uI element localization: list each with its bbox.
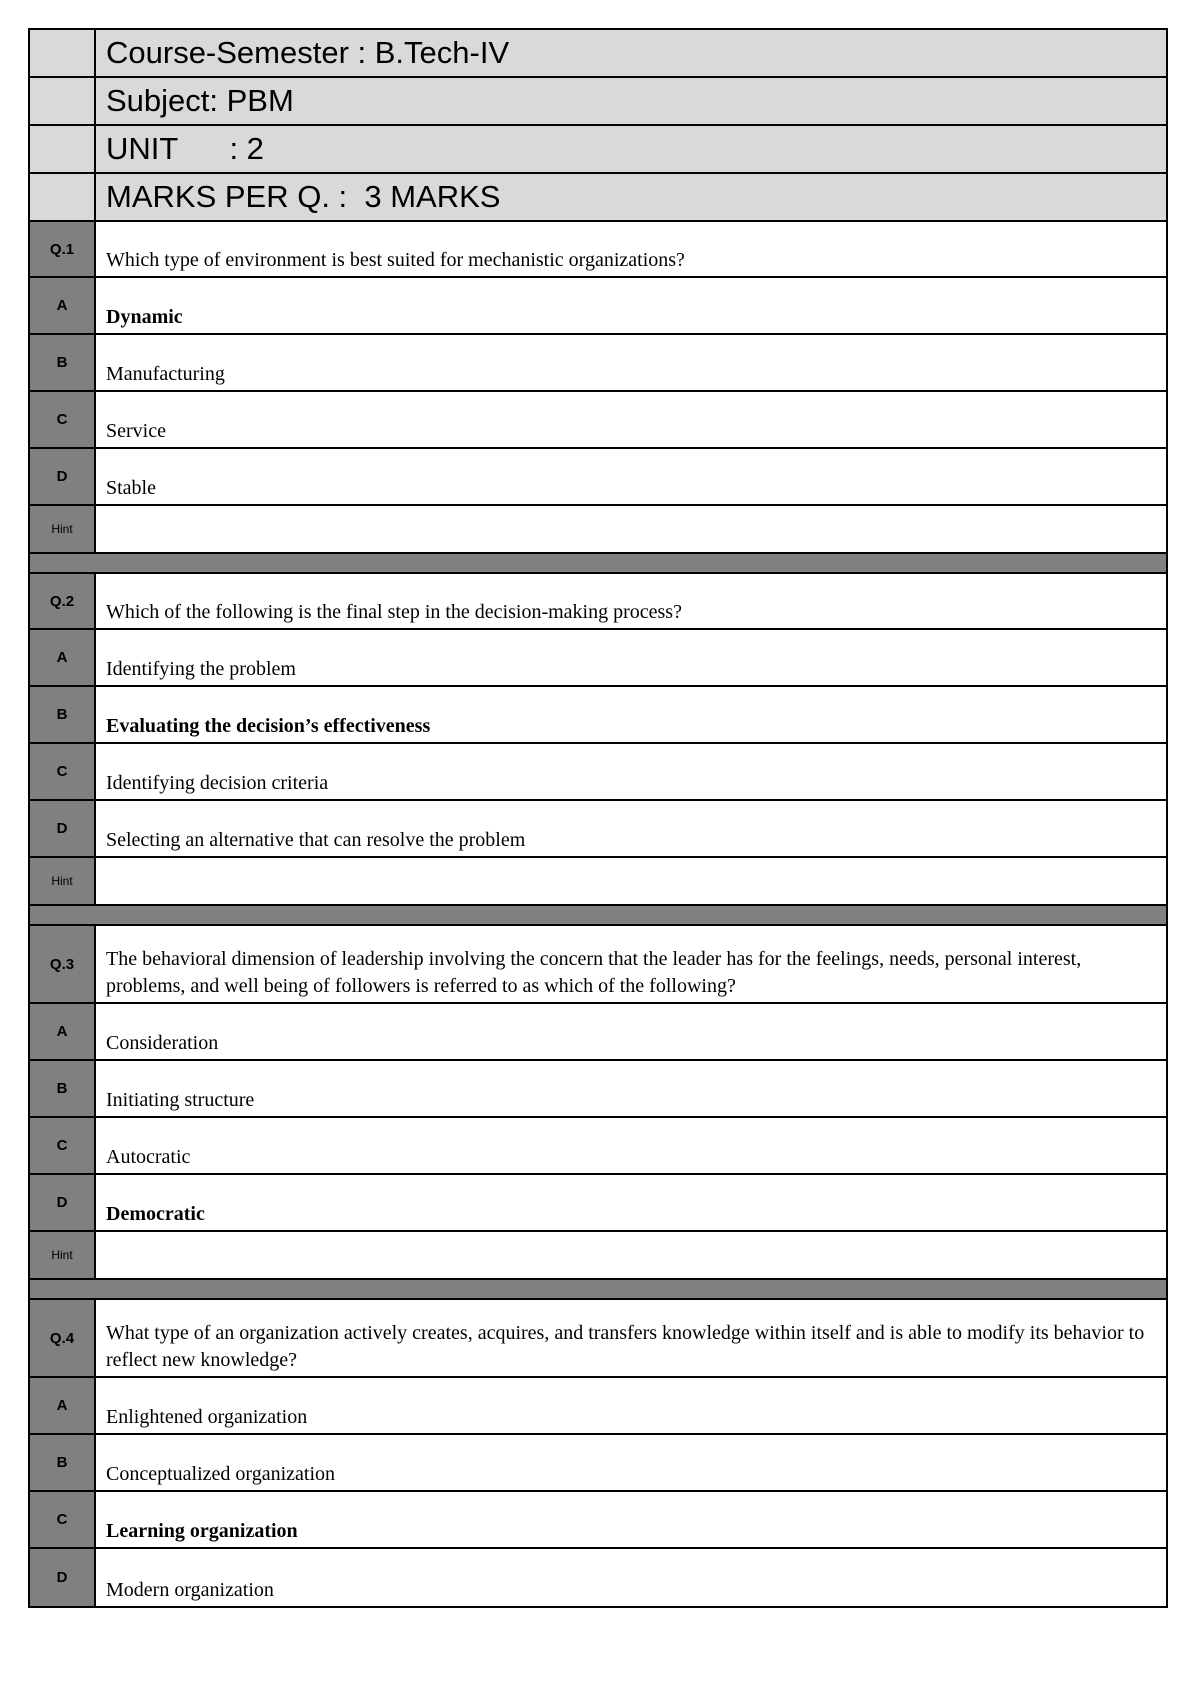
hint-text	[96, 506, 1166, 552]
question-separator	[30, 1280, 1166, 1300]
marks-per-question: MARKS PER Q. : 3 MARKS	[96, 174, 1166, 220]
option-row	[30, 449, 1166, 506]
question-row	[30, 926, 1166, 1004]
header-marks-row	[30, 174, 1166, 222]
hint-row	[30, 506, 1166, 554]
option-text-correct: Dynamic	[106, 306, 183, 328]
question-text: Which of the following is the final step in the decision-making process?	[106, 601, 682, 623]
option-row	[30, 1549, 1166, 1606]
option-row	[30, 1492, 1166, 1549]
option-text: Stable	[106, 477, 156, 499]
option-text: Identifying decision criteria	[106, 772, 329, 794]
hint-label: Hint	[30, 506, 96, 552]
question-row	[30, 222, 1166, 278]
option-row	[30, 1378, 1166, 1435]
option-text: Modern organization	[106, 1579, 274, 1601]
option-row	[30, 392, 1166, 449]
option-text: Consideration	[106, 1032, 219, 1054]
option-row	[30, 1061, 1166, 1118]
hint-text	[96, 858, 1166, 904]
subject: Subject: PBM	[96, 78, 1166, 124]
option-key: D	[30, 801, 96, 856]
option-key: C	[30, 1118, 96, 1173]
unit: UNIT : 2	[96, 126, 1166, 172]
header-label-cell	[30, 126, 96, 172]
option-row	[30, 335, 1166, 392]
option-text: Initiating structure	[106, 1089, 255, 1111]
option-text-correct: Democratic	[106, 1203, 205, 1225]
question-number: Q.2	[30, 574, 96, 628]
question-number: Q.1	[30, 222, 96, 276]
hint-label: Hint	[30, 1232, 96, 1278]
question-text: What type of an organization actively creates, acquires, and transfers knowledge within itself and is able to modify its behavior to reflect new knowledge?	[106, 1322, 1145, 1371]
option-text: Conceptualized organization	[106, 1463, 335, 1485]
option-key: B	[30, 1061, 96, 1116]
option-row	[30, 278, 1166, 335]
option-key: C	[30, 392, 96, 447]
hint-row	[30, 858, 1166, 906]
option-key: C	[30, 744, 96, 799]
option-row	[30, 687, 1166, 744]
header-label-cell	[30, 30, 96, 76]
option-row	[30, 1118, 1166, 1175]
question-row	[30, 1300, 1166, 1378]
option-key: A	[30, 1004, 96, 1059]
question-separator	[30, 554, 1166, 574]
option-text: Manufacturing	[106, 363, 225, 385]
option-row	[30, 1004, 1166, 1061]
option-text: Service	[106, 420, 166, 442]
hint-row	[30, 1232, 1166, 1280]
header-label-cell	[30, 78, 96, 124]
option-key: A	[30, 278, 96, 333]
option-text: Autocratic	[106, 1146, 191, 1168]
course-semester: Course-Semester : B.Tech-IV	[96, 30, 1166, 76]
option-row	[30, 801, 1166, 858]
question-number: Q.4	[30, 1300, 96, 1376]
option-row	[30, 630, 1166, 687]
header-course-row	[30, 30, 1166, 78]
option-text-correct: Learning organization	[106, 1520, 298, 1542]
option-key: A	[30, 1378, 96, 1433]
option-key: D	[30, 1549, 96, 1606]
hint-text	[96, 1232, 1166, 1278]
question-number: Q.3	[30, 926, 96, 1002]
option-key: B	[30, 687, 96, 742]
option-text-correct: Evaluating the decision’s effectiveness	[106, 715, 431, 737]
option-key: D	[30, 449, 96, 504]
option-row	[30, 1175, 1166, 1232]
option-key: A	[30, 630, 96, 685]
question-row	[30, 574, 1166, 630]
option-text: Selecting an alternative that can resolve the problem	[106, 829, 526, 851]
option-key: C	[30, 1492, 96, 1547]
header-label-cell	[30, 174, 96, 220]
option-key: D	[30, 1175, 96, 1230]
option-key: B	[30, 335, 96, 390]
question-text: Which type of environment is best suited for mechanistic organizations?	[106, 249, 685, 271]
hint-label: Hint	[30, 858, 96, 904]
question-text: The behavioral dimension of leadership involving the concern that the leader has for the feelings, needs, personal interest, problems, and well being of followers is referred to as which of the following?	[106, 948, 1082, 997]
question-sheet	[28, 28, 1168, 1608]
option-text: Identifying the problem	[106, 658, 296, 680]
option-row	[30, 744, 1166, 801]
question-separator	[30, 906, 1166, 926]
option-key: B	[30, 1435, 96, 1490]
header-unit-row	[30, 126, 1166, 174]
option-row	[30, 1435, 1166, 1492]
header-subject-row	[30, 78, 1166, 126]
option-text: Enlightened organization	[106, 1406, 308, 1428]
